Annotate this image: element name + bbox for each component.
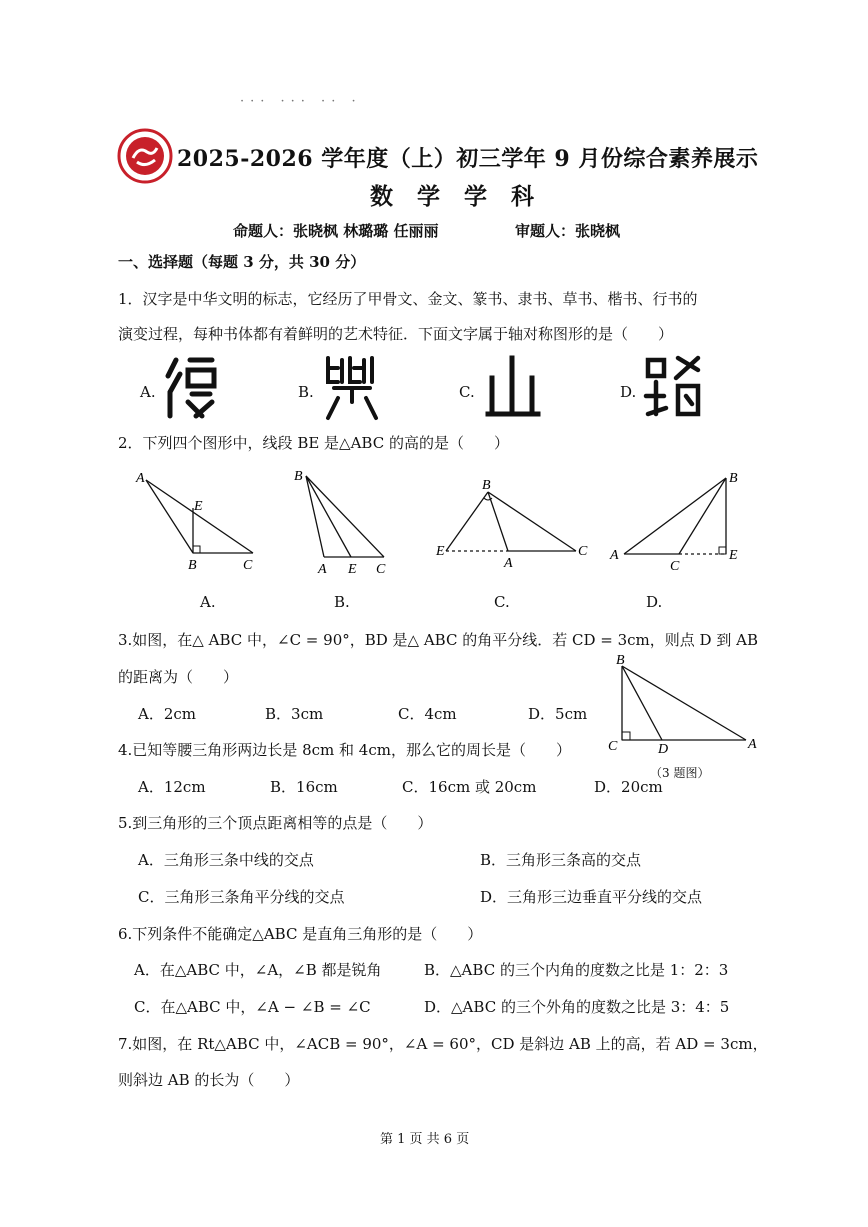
q2-option-a: A. xyxy=(200,593,216,611)
q2c-label-e: E xyxy=(436,544,445,559)
q3-label-c: C xyxy=(608,739,618,754)
q4-option-c: C．16cm 或 20cm xyxy=(402,778,537,796)
q4-option-a: A．12cm xyxy=(138,778,206,796)
q2a-label-b: B xyxy=(188,558,197,573)
section-heading: 一、选择题（每题 3 分，共 30 分） xyxy=(118,253,366,271)
q2-figure-b xyxy=(294,469,386,577)
reviewer: 审题人：张晓枫 xyxy=(515,222,621,240)
q3-label-a: A xyxy=(748,737,757,752)
q1-line1: 1．汉字是中华文明的标志，它经历了甲骨文、金文、篆书、隶书、草书、楷书、行书的 xyxy=(118,290,698,308)
q2-figure-a xyxy=(135,471,253,573)
q2d-label-a: A xyxy=(610,548,619,563)
q2c-label-a: A xyxy=(504,556,513,571)
q2-figures xyxy=(128,462,768,582)
q4-stem: 4.已知等腰三角形两边长是 8cm 和 4cm，那么它的周长是（ ） xyxy=(118,741,571,759)
q2-option-b: B. xyxy=(334,593,350,611)
q5-stem: 5.到三角形的三个顶点距离相等的点是（ ） xyxy=(118,814,433,832)
q2-stem: 2．下列四个图形中，线段 BE 是△ABC 的高的是（ ） xyxy=(118,434,509,452)
q5-option-b: B．三角形三条高的交点 xyxy=(480,851,642,869)
q3-caption: （3 题图） xyxy=(650,766,710,780)
q2-figure-d xyxy=(609,471,738,574)
q2b-label-c: C xyxy=(376,562,386,577)
school-logo xyxy=(117,128,173,184)
q4-option-b: B．16cm xyxy=(270,778,338,796)
q3-label-b: B xyxy=(616,653,625,668)
q2a-label-c: C xyxy=(243,558,253,573)
page-footer: 第 1 页 共 6 页 xyxy=(380,1132,470,1147)
seal-char-d xyxy=(642,352,706,422)
seal-char-b xyxy=(320,352,384,422)
q6-option-a: A．在△ABC 中，∠A，∠B 都是锐角 xyxy=(134,961,382,979)
q2-option-d: D. xyxy=(646,593,663,611)
q3-line1: 3.如图，在△ ABC 中，∠C = 90°，BD 是△ ABC 的角平分线．若 CD = 3cm，则点 D 到 AB xyxy=(118,631,758,649)
seal-char-a xyxy=(162,352,222,422)
q5-option-a: A．三角形三条中线的交点 xyxy=(138,851,314,869)
q2-figure-c xyxy=(435,478,588,571)
q1-option-d: D. xyxy=(620,383,637,401)
q3-option-b: B．3cm xyxy=(265,705,324,723)
authors: 命题人：张晓枫 林璐璐 任丽丽 xyxy=(233,222,439,240)
q3-option-d: D．5cm xyxy=(528,705,588,723)
q6-option-c: C．在△ABC 中，∠A − ∠B = ∠C xyxy=(134,998,371,1016)
q2a-label-a: A xyxy=(136,471,145,486)
q2b-label-e: E xyxy=(348,562,357,577)
q7-line2: 则斜边 AB 的长为（ ） xyxy=(118,1071,300,1089)
q3-line2: 的距离为（ ） xyxy=(118,668,239,686)
q3-option-c: C．4cm xyxy=(398,705,457,723)
q1-option-b: B. xyxy=(298,383,314,401)
q7-line1: 7.如图，在 Rt△ABC 中，∠ACB = 90°，∠A = 60°，CD 是斜边 AB 上的高，若 AD = 3cm， xyxy=(118,1035,768,1053)
q3-label-d: D xyxy=(658,742,669,757)
q2-option-c: C. xyxy=(494,593,510,611)
seal-char-c xyxy=(484,354,544,422)
q6-option-b: B．△ABC 的三个内角的度数之比是 1：2：3 xyxy=(424,961,729,979)
q1-line2: 演变过程，每种书体都有着鲜明的艺术特征．下面文字属于轴对称图形的是（ ） xyxy=(118,325,674,343)
q2c-label-c: C xyxy=(578,544,588,559)
q2d-label-c: C xyxy=(670,559,680,574)
q2b-label-a: A xyxy=(318,562,327,577)
q1-option-c: C. xyxy=(459,383,475,401)
q6-stem: 6.下列条件不能确定△ABC 是直角三角形的是（ ） xyxy=(118,925,483,943)
exam-title: 2025-2026 学年度（上）初三学年 9 月份综合素养展示 xyxy=(177,146,759,172)
subject-title: 数 学 学 科 xyxy=(370,183,543,210)
q1-option-a: A. xyxy=(140,383,156,401)
q2a-label-e: E xyxy=(194,499,203,514)
top-fragment: ··· ··· ·· · xyxy=(240,94,362,109)
q2d-label-e: E xyxy=(729,548,738,563)
q5-option-d: D．三角形三边垂直平分线的交点 xyxy=(480,888,703,906)
q4-option-d: D．20cm xyxy=(594,778,663,796)
q2d-label-b: B xyxy=(729,471,738,486)
q5-option-c: C．三角形三条角平分线的交点 xyxy=(138,888,345,906)
q6-option-d: D．△ABC 的三个外角的度数之比是 3：4：5 xyxy=(424,998,730,1016)
q2b-label-b: B xyxy=(294,469,303,484)
q3-option-a: A．2cm xyxy=(138,705,197,723)
q2c-label-b: B xyxy=(482,478,491,493)
